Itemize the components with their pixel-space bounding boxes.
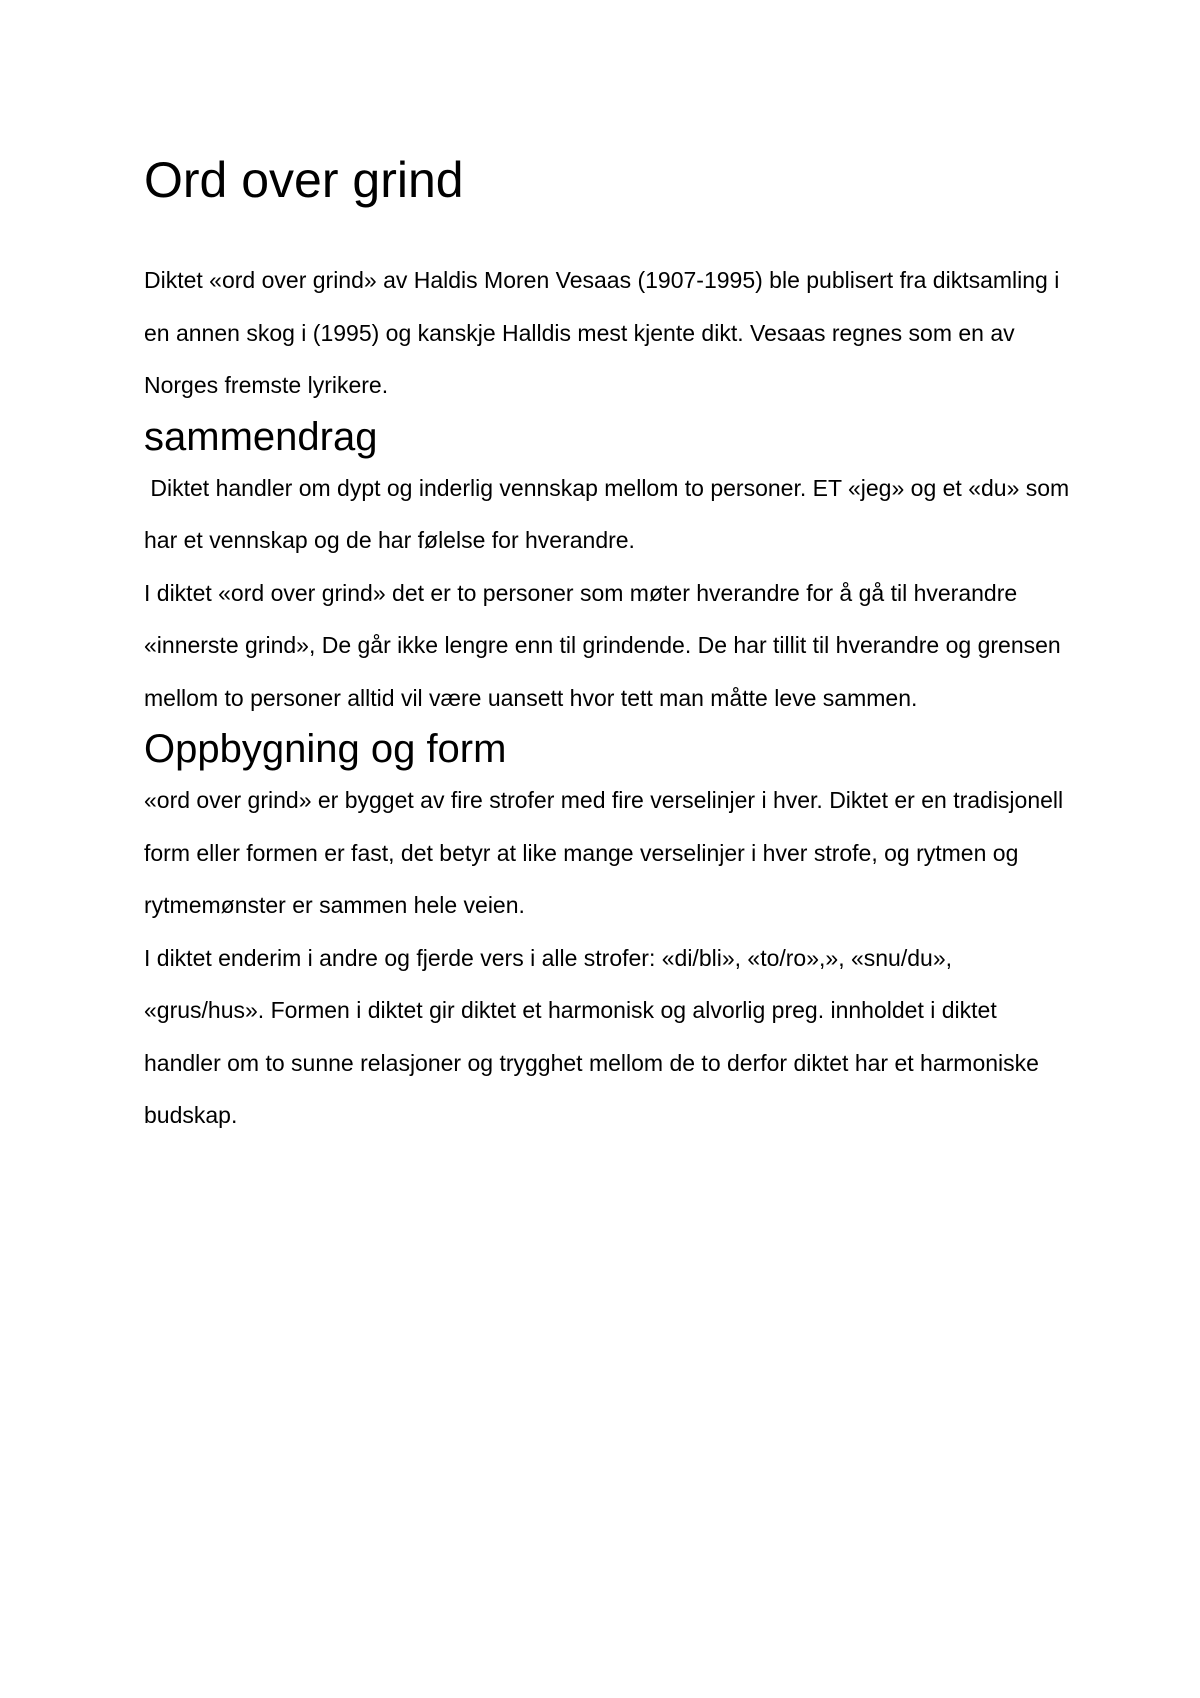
summary-paragraph-2: I diktet «ord over grind» det er to personer som møter hverandre for å gå til hverandre «innerste grind», De går ikke lengre enn til grindende. De har tillit til hverandre og grensen mellom to personer alltid vil være uansett hvor tett man måtte leve sammen.	[144, 579, 1061, 711]
form-paragraph-1: «ord over grind» er bygget av fire strofer med fire verselinjer i hver. Diktet er en tradisjonell form eller formen er fast, det betyr at like mange verselinjer i hver strofe, og rytmen og rytmemønster er sammen hele veien.	[144, 787, 1064, 918]
section-heading-oppbygning-og-form: Oppbygning og form	[144, 727, 507, 771]
document-body	[144, 150, 1074, 1142]
intro-paragraph: Diktet «ord over grind» av Haldis Moren Vesaas (1907-1995) ble publisert fra diktsamling i en annen skog i (1995) og kanskje Halldis mest kjente dikt. Vesaas regnes som en av Norges fremste lyrikere.	[144, 267, 1060, 398]
form-paragraph-2: I diktet enderim i andre og fjerde vers i alle strofer: «di/bli», «to/ro»,», «snu/du», «grus/hus». Formen i diktet gir diktet et harmonisk og alvorlig preg. innholdet i diktet handler om to sunne relasjoner og trygghet mellom de to derfor diktet har et harmoniske budskap.	[144, 944, 1039, 1128]
document-title: Ord over grind	[144, 152, 464, 208]
summary-paragraph-1: Diktet handler om dypt og inderlig vennskap mellom to personer. ET «jeg» og et «du» som har et vennskap og de har følelse for hverandre.	[144, 474, 1076, 553]
section-heading-sammendrag: sammendrag	[144, 414, 378, 459]
